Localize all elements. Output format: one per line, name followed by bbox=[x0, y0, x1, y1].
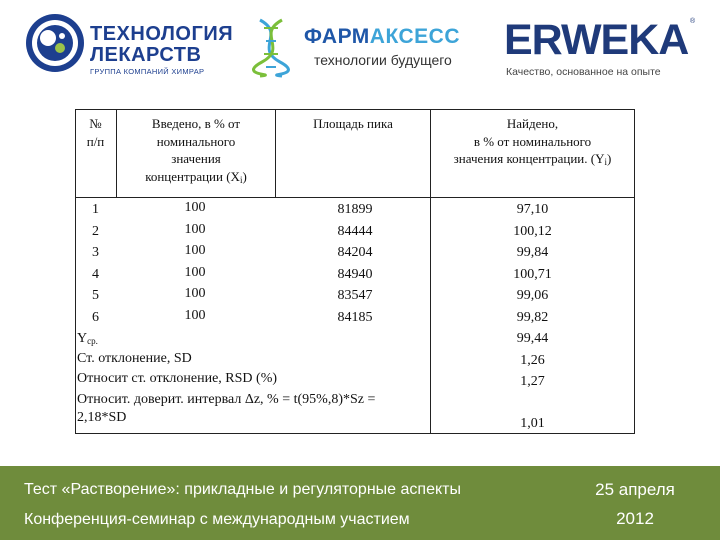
header-introduced-line1: Введено, в % от bbox=[151, 116, 241, 131]
summary-ci-value: 1,01 bbox=[520, 416, 545, 431]
col-introduced bbox=[155, 197, 235, 326]
table-row-y-6: 99,82 bbox=[516, 309, 549, 325]
table-row-area-5: 83547 bbox=[337, 288, 373, 303]
table-row-y-1: 97,10 bbox=[516, 202, 549, 217]
farmaccess-logo bbox=[242, 14, 486, 78]
table-row-x-3: 100 bbox=[184, 243, 206, 258]
summary-ci-label-line2: 2,18*SD bbox=[77, 410, 127, 425]
logo-line1: ТЕХНОЛОГИЯ bbox=[90, 23, 234, 45]
table-border-right bbox=[634, 109, 635, 434]
footer-title: Тест «Растворение»: прикладные и регуляторные аспекты bbox=[24, 481, 461, 498]
table-row-num-5: 5 bbox=[92, 288, 99, 303]
footer-subtitle: Конференция-семинар с международным участием bbox=[24, 511, 410, 528]
farmaccess-word-a: ФАРМ bbox=[304, 25, 370, 48]
summary-sd-value: 1,26 bbox=[520, 352, 545, 368]
footer-year: 2012 bbox=[616, 509, 654, 528]
table-row-y-3: 99,84 bbox=[516, 245, 549, 260]
table-row-area-3: 84204 bbox=[337, 245, 373, 260]
summary-sd-label: Ст. отклонение, SD bbox=[77, 351, 192, 366]
table-row-area-2: 84444 bbox=[337, 223, 373, 239]
col-num bbox=[75, 199, 116, 328]
table-row-x-4: 100 bbox=[184, 264, 206, 280]
footer-date: 25 апреля bbox=[595, 480, 675, 499]
dna-helix-icon bbox=[242, 14, 300, 78]
table-row-num-6: 6 bbox=[92, 309, 99, 325]
header-num-line2: п/п bbox=[86, 133, 105, 149]
table-row-area-1: 81899 bbox=[337, 202, 373, 217]
col-found bbox=[431, 199, 634, 393]
farmaccess-word-b: АКСЕСС bbox=[369, 25, 461, 48]
farmaccess-wordmark bbox=[304, 26, 460, 48]
footer-band bbox=[0, 466, 720, 540]
table-row-y-5: 99,06 bbox=[516, 288, 549, 303]
logo-tagline: ГРУППА КОМПАНИЙ ХИМРАР bbox=[90, 67, 205, 76]
erweka-wordmark: ERWEKA bbox=[504, 16, 689, 64]
header-area bbox=[276, 115, 430, 133]
header-introduced-line2: номинального bbox=[156, 133, 236, 149]
table-row-x-6: 100 bbox=[184, 307, 206, 323]
logo-line2: ЛЕКАРСТВ bbox=[90, 44, 202, 66]
summary-rsd-value: 1,27 bbox=[520, 374, 545, 389]
results-table bbox=[75, 109, 635, 434]
table-row-area-6: 84185 bbox=[337, 309, 373, 325]
table-row-x-2: 100 bbox=[184, 221, 206, 237]
table-row-area-4: 84940 bbox=[337, 266, 373, 282]
tehnologiya-lekarstv-logo bbox=[24, 10, 234, 80]
logo-bar bbox=[0, 0, 720, 92]
table-border-top bbox=[75, 109, 635, 110]
farmaccess-tagline: технологии будущего bbox=[314, 52, 452, 68]
header-num-line1: № bbox=[89, 116, 102, 131]
summary-ycp-value: 99,44 bbox=[516, 331, 549, 346]
table-row-y-4: 100,71 bbox=[513, 266, 552, 282]
table-row-num-4: 4 bbox=[92, 266, 99, 282]
molecule-emblem-icon bbox=[24, 12, 86, 74]
erweka-registered-mark: ® bbox=[690, 18, 696, 25]
erweka-logo bbox=[504, 12, 700, 82]
header-found bbox=[431, 115, 634, 172]
erweka-tagline: Качество, основанное на опыте bbox=[506, 66, 661, 78]
table-row-num-1: 1 bbox=[92, 202, 99, 217]
summary-ycp-label: $Y_{ср.}$ bbox=[77, 331, 98, 346]
table-row-num-2: 2 bbox=[92, 223, 99, 239]
summary-ci-label-line1: Относит. доверит. интервал Δz, % = t(95%,8)*Sz = bbox=[77, 392, 376, 407]
header-area-line1: Площадь пика bbox=[313, 116, 393, 131]
header-introduced bbox=[117, 115, 275, 189]
header-found-line2: в % от номинального bbox=[473, 133, 592, 149]
table-row-x-1: 100 bbox=[184, 200, 206, 215]
table-row-x-5: 100 bbox=[184, 286, 206, 301]
header-introduced-line4: концентрации $(X_i)$ bbox=[145, 168, 247, 185]
header-num bbox=[75, 115, 116, 150]
summary-rsd-label: Относит ст. отклонение, RSD (%) bbox=[77, 371, 278, 386]
table-row-num-3: 3 bbox=[92, 245, 99, 260]
header-introduced-line3: значения bbox=[171, 151, 221, 166]
table-row-y-2: 100,12 bbox=[513, 223, 552, 239]
header-found-line3: значения концентрации. $(Y_i)$ bbox=[453, 151, 612, 167]
header-found-line1: Найдено, bbox=[506, 116, 559, 131]
col-area bbox=[310, 199, 400, 328]
